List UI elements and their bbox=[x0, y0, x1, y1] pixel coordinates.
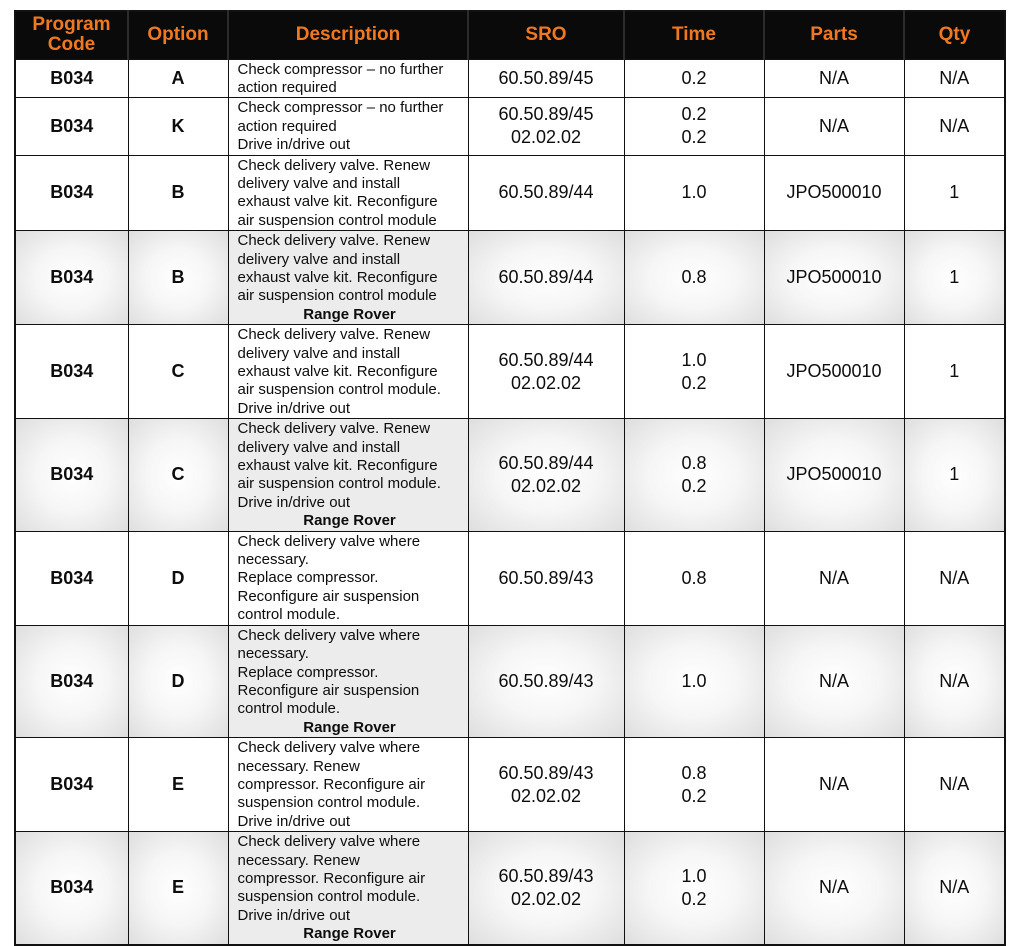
description-line: compressor. Reconfigure air bbox=[237, 869, 426, 887]
option-cell: D bbox=[128, 531, 228, 625]
service-table bbox=[14, 10, 1006, 946]
time-value: 0.2 bbox=[681, 372, 707, 393]
table-row bbox=[15, 531, 1005, 625]
description-cell bbox=[228, 325, 468, 419]
description-line: delivery valve and install bbox=[237, 174, 401, 192]
option-cell: B bbox=[128, 155, 228, 231]
description-line: air suspension control module bbox=[237, 211, 437, 229]
time-value: 0.8 bbox=[681, 762, 707, 783]
description-cell bbox=[228, 419, 468, 531]
time-cell bbox=[624, 98, 764, 155]
model-tag: Range Rover bbox=[303, 512, 396, 530]
description-cell bbox=[228, 832, 468, 945]
description-cell bbox=[228, 98, 468, 155]
description-line: control module. bbox=[237, 700, 341, 718]
header-row bbox=[15, 11, 1005, 59]
description-line: exhaust valve kit. Reconfigure bbox=[237, 363, 438, 380]
table-row bbox=[15, 625, 1005, 737]
description-line: Drive in/drive out bbox=[237, 906, 351, 924]
sro-value: 02.02.02 bbox=[510, 127, 582, 148]
description-line: exhaust valve kit. Reconfigure bbox=[237, 268, 438, 286]
table-row bbox=[15, 325, 1005, 419]
parts-cell: N/A bbox=[764, 625, 904, 737]
parts-cell: N/A bbox=[764, 738, 904, 832]
header-description: Description bbox=[228, 11, 468, 59]
description-cell bbox=[228, 531, 468, 625]
description-line: necessary. bbox=[237, 645, 309, 663]
description-line: suspension control module. bbox=[237, 794, 421, 812]
time-cell bbox=[624, 832, 764, 945]
description-line: action required bbox=[237, 117, 337, 135]
description-cell bbox=[228, 59, 468, 98]
description-line: delivery valve and install bbox=[237, 344, 401, 362]
model-tag: Range Rover bbox=[303, 305, 396, 323]
description-line: Check compressor – no further bbox=[237, 99, 444, 117]
time-value: 0.2 bbox=[681, 104, 707, 125]
qty-cell: 1 bbox=[904, 231, 1005, 325]
program-code-cell: B034 bbox=[15, 738, 128, 832]
time-cell bbox=[624, 155, 764, 231]
qty-cell: N/A bbox=[904, 531, 1005, 625]
time-cell bbox=[624, 531, 764, 625]
sro-value: 60.50.89/45 bbox=[498, 67, 594, 88]
description-line: control module. bbox=[237, 606, 341, 624]
time-value: 1.0 bbox=[681, 865, 707, 886]
header-qty: Qty bbox=[904, 11, 1005, 59]
header-program-code: Program Code bbox=[15, 11, 128, 59]
header-time: Time bbox=[624, 11, 764, 59]
description-line: necessary. bbox=[237, 551, 309, 569]
time-value: 0.2 bbox=[681, 785, 707, 806]
description-line: action required bbox=[237, 78, 337, 96]
description-line: Reconfigure air suspension bbox=[237, 681, 420, 699]
option-cell: D bbox=[128, 625, 228, 737]
time-value: 0.8 bbox=[681, 567, 707, 588]
sro-value: 60.50.89/43 bbox=[498, 567, 594, 588]
parts-cell: N/A bbox=[764, 98, 904, 155]
description-line: Drive in/drive out bbox=[237, 399, 351, 417]
table-row bbox=[15, 98, 1005, 155]
description-cell bbox=[228, 738, 468, 832]
option-cell: A bbox=[128, 59, 228, 98]
sro-value: 02.02.02 bbox=[510, 888, 582, 909]
sro-cell bbox=[468, 59, 624, 98]
description-line: Drive in/drive out bbox=[237, 812, 351, 830]
description-cell bbox=[228, 231, 468, 325]
table-row bbox=[15, 59, 1005, 98]
time-value: 0.2 bbox=[681, 67, 707, 88]
sro-value: 60.50.89/45 bbox=[498, 104, 594, 125]
description-cell bbox=[228, 625, 468, 737]
header-parts: Parts bbox=[764, 11, 904, 59]
header-sro: SRO bbox=[468, 11, 624, 59]
qty-cell: 1 bbox=[904, 325, 1005, 419]
parts-cell: JPO500010 bbox=[764, 231, 904, 325]
time-value: 0.2 bbox=[681, 888, 707, 909]
option-cell: C bbox=[128, 325, 228, 419]
sro-cell bbox=[468, 419, 624, 531]
time-cell bbox=[624, 325, 764, 419]
time-value: 0.2 bbox=[681, 475, 707, 496]
option-cell: B bbox=[128, 231, 228, 325]
description-line: Drive in/drive out bbox=[237, 136, 351, 154]
description-line: Check delivery valve. Renew bbox=[237, 326, 431, 344]
description-line: Check delivery valve where bbox=[237, 532, 421, 550]
description-line: air suspension control module. bbox=[237, 475, 441, 493]
parts-cell: JPO500010 bbox=[764, 325, 904, 419]
qty-cell: N/A bbox=[904, 625, 1005, 737]
model-tag: Range Rover bbox=[303, 925, 396, 943]
sro-value: 60.50.89/43 bbox=[498, 865, 594, 886]
table-row bbox=[15, 155, 1005, 231]
description-line: exhaust valve kit. Reconfigure bbox=[237, 457, 438, 475]
table-row bbox=[15, 738, 1005, 832]
sro-cell bbox=[468, 325, 624, 419]
qty-cell: 1 bbox=[904, 419, 1005, 531]
description-line: necessary. Renew bbox=[237, 851, 360, 869]
time-value: 1.0 bbox=[681, 670, 707, 691]
sro-cell bbox=[468, 155, 624, 231]
description-line: delivery valve and install bbox=[237, 250, 401, 268]
sro-value: 60.50.89/43 bbox=[498, 670, 594, 691]
description-line: exhaust valve kit. Reconfigure bbox=[237, 193, 438, 211]
program-code-cell: B034 bbox=[15, 325, 128, 419]
description-line: suspension control module. bbox=[237, 888, 421, 906]
service-table-container bbox=[14, 10, 1006, 943]
description-line: Check delivery valve. Renew bbox=[237, 420, 431, 438]
program-code-cell: B034 bbox=[15, 832, 128, 945]
table-row bbox=[15, 419, 1005, 531]
sro-value: 60.50.89/44 bbox=[498, 349, 594, 370]
parts-cell: JPO500010 bbox=[764, 155, 904, 231]
qty-cell: N/A bbox=[904, 832, 1005, 945]
description-line: air suspension control module. bbox=[237, 381, 441, 399]
sro-value: 60.50.89/43 bbox=[498, 762, 594, 783]
program-code-cell: B034 bbox=[15, 59, 128, 98]
description-line: Check delivery valve where bbox=[237, 739, 421, 757]
time-cell bbox=[624, 231, 764, 325]
qty-cell: N/A bbox=[904, 98, 1005, 155]
sro-cell bbox=[468, 98, 624, 155]
program-code-cell: B034 bbox=[15, 531, 128, 625]
time-value: 1.0 bbox=[681, 349, 707, 370]
description-line: necessary. Renew bbox=[237, 757, 360, 775]
sro-value: 60.50.89/44 bbox=[498, 452, 594, 473]
model-tag: Range Rover bbox=[303, 718, 396, 736]
time-cell bbox=[624, 419, 764, 531]
qty-cell: 1 bbox=[904, 155, 1005, 231]
option-cell: K bbox=[128, 98, 228, 155]
table-row bbox=[15, 832, 1005, 945]
description-line: compressor. Reconfigure air bbox=[237, 775, 426, 793]
parts-cell: N/A bbox=[764, 59, 904, 98]
time-value: 0.2 bbox=[681, 127, 707, 148]
sro-cell bbox=[468, 531, 624, 625]
table-row bbox=[15, 231, 1005, 325]
option-cell: C bbox=[128, 419, 228, 531]
sro-value: 02.02.02 bbox=[510, 785, 582, 806]
time-value: 0.8 bbox=[681, 267, 707, 288]
program-code-cell: B034 bbox=[15, 98, 128, 155]
description-line: air suspension control module bbox=[237, 287, 437, 305]
description-line: Replace compressor. bbox=[237, 569, 379, 587]
description-line: delivery valve and install bbox=[237, 438, 401, 456]
description-line: Reconfigure air suspension bbox=[237, 587, 420, 605]
description-line: Check compressor – no further bbox=[237, 60, 444, 78]
option-cell: E bbox=[128, 832, 228, 945]
time-cell bbox=[624, 738, 764, 832]
parts-cell: N/A bbox=[764, 832, 904, 945]
program-code-cell: B034 bbox=[15, 155, 128, 231]
header-option: Option bbox=[128, 11, 228, 59]
time-cell bbox=[624, 625, 764, 737]
program-code-cell: B034 bbox=[15, 231, 128, 325]
description-line: Replace compressor. bbox=[237, 663, 379, 681]
description-line: Check delivery valve. Renew bbox=[237, 232, 431, 250]
time-value: 0.8 bbox=[681, 452, 707, 473]
qty-cell: N/A bbox=[904, 738, 1005, 832]
sro-value: 60.50.89/44 bbox=[498, 267, 594, 288]
program-code-cell: B034 bbox=[15, 625, 128, 737]
time-cell bbox=[624, 59, 764, 98]
time-value: 1.0 bbox=[681, 182, 707, 203]
description-line: Check delivery valve where bbox=[237, 833, 421, 851]
sro-value: 02.02.02 bbox=[510, 475, 582, 496]
sro-cell bbox=[468, 625, 624, 737]
qty-cell: N/A bbox=[904, 59, 1005, 98]
sro-cell bbox=[468, 738, 624, 832]
parts-cell: JPO500010 bbox=[764, 419, 904, 531]
option-cell: E bbox=[128, 738, 228, 832]
sro-value: 60.50.89/44 bbox=[498, 182, 594, 203]
sro-cell bbox=[468, 832, 624, 945]
sro-cell bbox=[468, 231, 624, 325]
description-cell bbox=[228, 155, 468, 231]
parts-cell: N/A bbox=[764, 531, 904, 625]
description-line: Check delivery valve. Renew bbox=[237, 156, 431, 174]
program-code-cell: B034 bbox=[15, 419, 128, 531]
sro-value: 02.02.02 bbox=[510, 372, 582, 393]
description-line: Drive in/drive out bbox=[237, 493, 351, 511]
description-line: Check delivery valve where bbox=[237, 626, 421, 644]
